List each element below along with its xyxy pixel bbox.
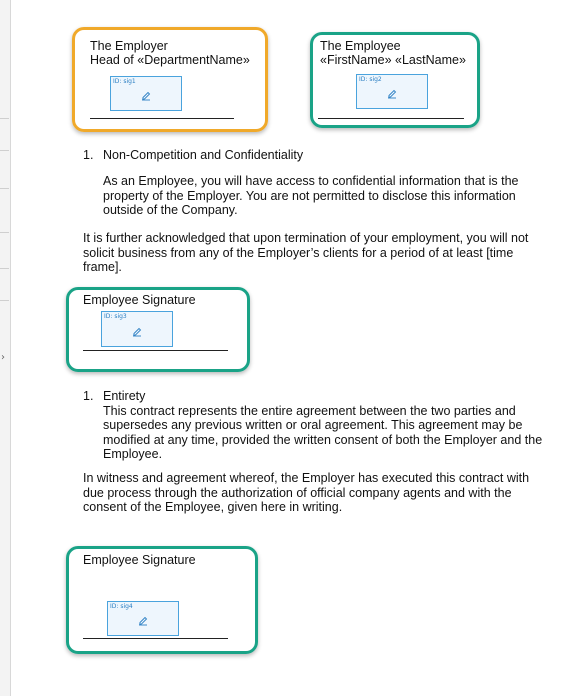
- signature-field-id: ID: sig2: [359, 76, 382, 83]
- section-heading: Non-Competition and Confidentiality: [103, 148, 304, 162]
- list-number: 1.: [83, 389, 94, 403]
- pen-icon: [386, 87, 398, 99]
- signature-field-id: ID: sig3: [104, 313, 127, 320]
- chevron-right-icon[interactable]: ›: [1, 352, 5, 363]
- employee-name: «FirstName» «LastName»: [320, 53, 466, 67]
- solicit-paragraph: It is further acknowledged that upon termination of your employment, you will not solicit business from any of the Employer’s clients for a period of at least [time frame].: [83, 231, 529, 274]
- document-page: [10, 0, 563, 696]
- confidentiality-paragraph: As an Employee, you will have access to confidential information that is the property of the Employer. You are not permitted to disclose this information outside of the Company.: [103, 174, 519, 217]
- rail-divider: [0, 268, 9, 269]
- employee-title: The Employee: [320, 39, 401, 53]
- employee-signature-label: Employee Signature: [83, 553, 196, 567]
- pen-icon: [137, 614, 149, 626]
- employer-signature-line: [90, 118, 234, 119]
- entirety-paragraph: This contract represents the entire agreement between the two parties and supersedes any previous written or oral agreement. This agreement may be modified at any time, provided the written consent of both the Employer and the Employee.: [103, 403, 543, 461]
- section-heading: Entirety: [103, 389, 146, 403]
- signature-field-id: ID: sig1: [113, 78, 136, 85]
- rail-divider: [0, 300, 9, 301]
- rail-divider: [0, 118, 9, 119]
- rail-divider: [0, 232, 9, 233]
- witness-paragraph: In witness and agreement whereof, the Employer has executed this contract with due process through the authorization of official company agents and with the consent of the Employee, given here in writing.: [83, 471, 530, 514]
- employee-signature-line: [318, 118, 464, 119]
- pen-icon: [131, 325, 143, 337]
- pen-icon: [140, 89, 152, 101]
- employee-signature-line: [83, 638, 228, 639]
- signature-field-id: ID: sig4: [110, 603, 133, 610]
- employee-signature-field[interactable]: [356, 74, 428, 109]
- employer-title: The Employer: [90, 39, 168, 53]
- employer-department: Head of «DepartmentName»: [90, 53, 250, 67]
- employee-signature-field[interactable]: [101, 311, 173, 347]
- employee-signature-line: [83, 350, 228, 351]
- employee-signature-field[interactable]: [107, 601, 179, 636]
- list-number: 1.: [83, 148, 94, 162]
- rail-divider: [0, 150, 9, 151]
- employee-signature-label: Employee Signature: [83, 293, 196, 307]
- rail-divider: [0, 188, 9, 189]
- employer-signature-field[interactable]: [110, 76, 182, 111]
